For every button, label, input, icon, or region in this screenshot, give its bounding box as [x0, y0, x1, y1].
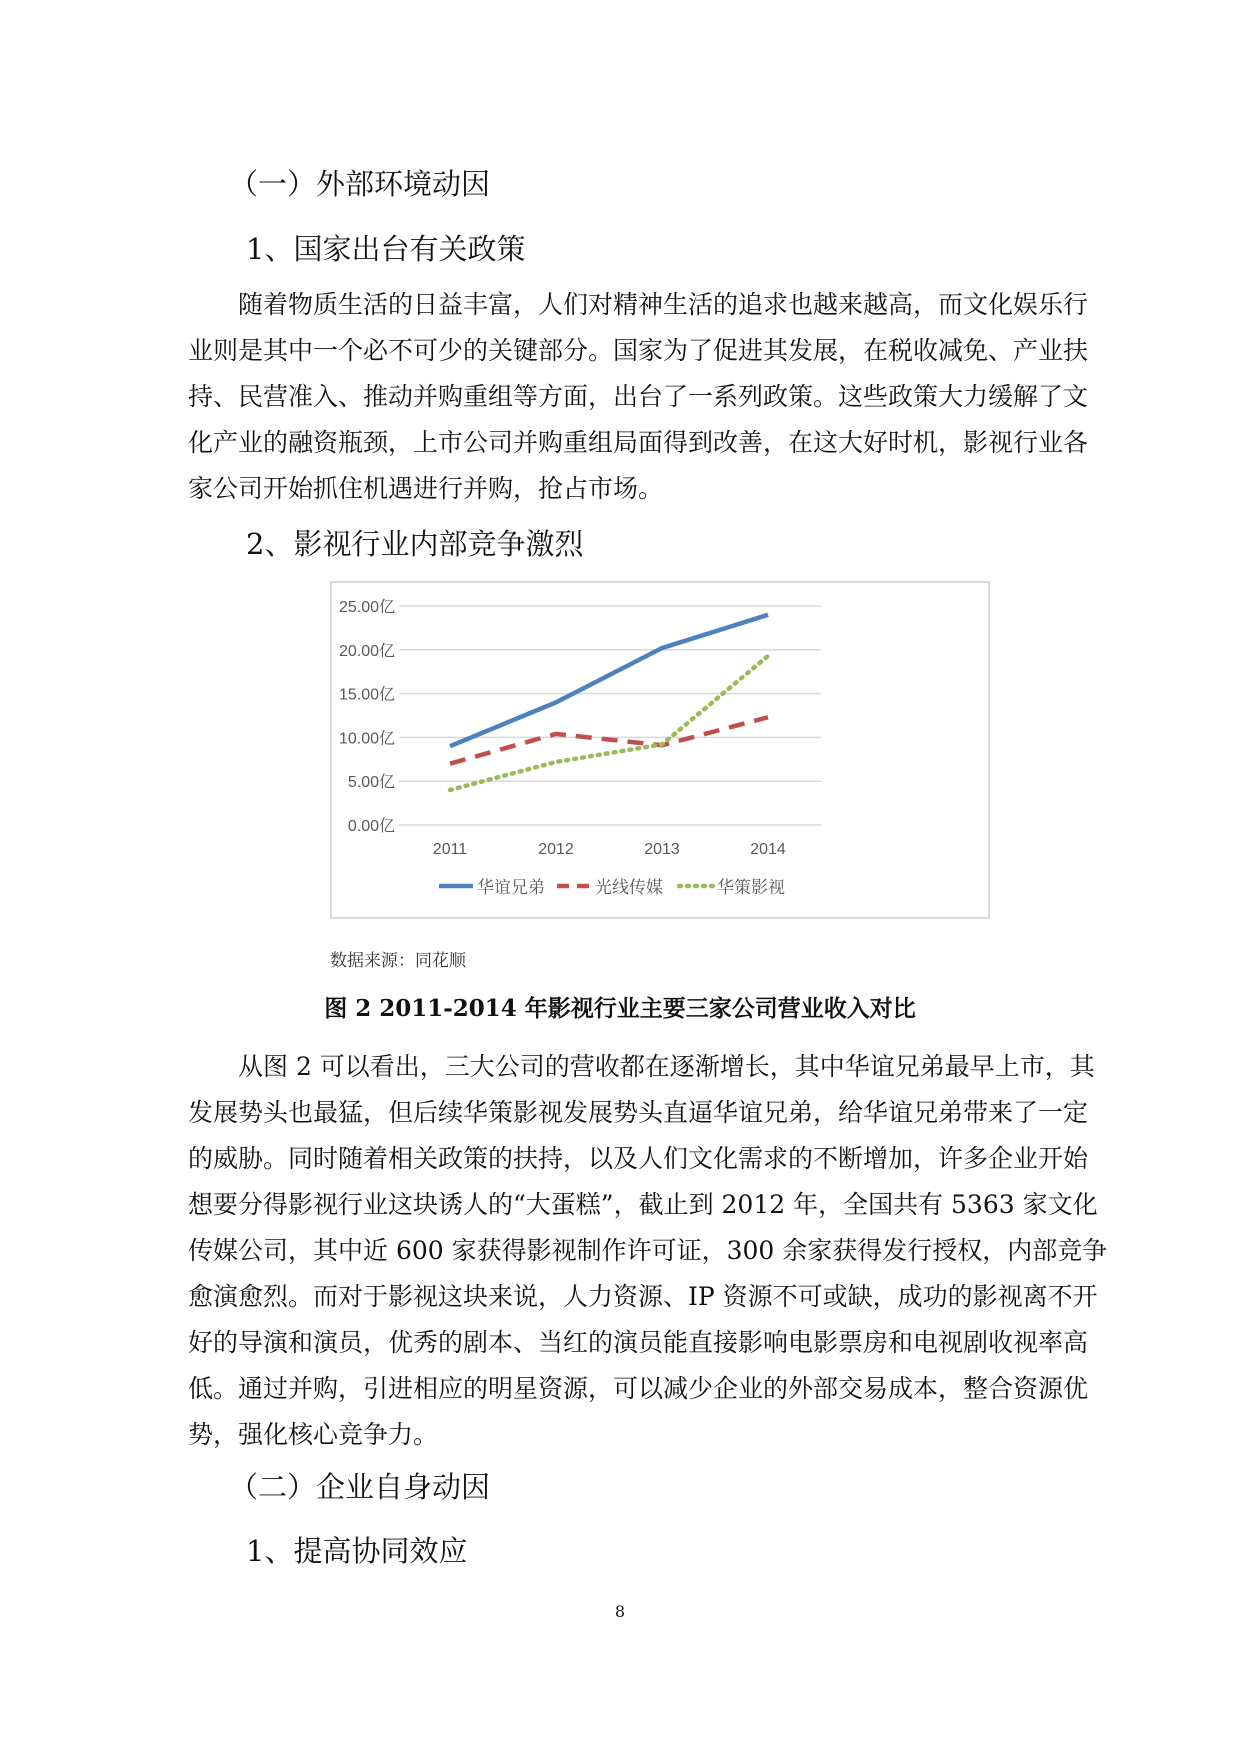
paragraph-line: 愈演愈烈。而对于影视这块来说，人力资源、IP 资源不可或缺，成功的影视离不开: [188, 1282, 1098, 1311]
y-tick-label: 20.00亿: [338, 642, 395, 660]
y-tick-label: 0.00亿: [347, 818, 395, 835]
data-source-note: 数据来源：同花顺: [330, 951, 466, 971]
paragraph-line: 家公司开始抓住机遇进行并购，抢占市场。: [188, 474, 664, 503]
paragraph-analysis: [188, 1044, 1108, 1458]
paragraph-line: 发展势头也最猛，但后续华策影视发展势头直逼华谊兄弟，给华谊兄弟带来了一定: [188, 1098, 1089, 1127]
subheading-competition: 2、影视行业内部竞争激烈: [246, 527, 584, 561]
y-tick-label: 25.00亿: [338, 599, 395, 616]
section-heading-internal: （二）企业自身动因: [229, 1470, 491, 1504]
paragraph-line: 势，强化核心竞争力。: [188, 1420, 439, 1449]
x-tick-label: 2014: [750, 841, 786, 858]
section-heading-external: （一）外部环境动因: [229, 167, 491, 201]
y-tick-label: 5.00亿: [347, 774, 395, 792]
figure-caption: 图 2 2011-2014 年影视行业主要三家公司营业收入对比: [324, 995, 916, 1022]
legend-label: 华策影视: [717, 878, 785, 898]
paragraph-line: 想要分得影视行业这块诱人的“大蛋糕”，截止到 2012 年，全国共有 5363 家文化: [188, 1190, 1098, 1219]
paragraph-line: 从图 2 可以看出，三大公司的营收都在逐渐增长，其中华谊兄弟最早上市，其: [238, 1052, 1095, 1081]
x-tick-label: 2011: [432, 841, 468, 858]
subheading-synergy: 1、提高协同效应: [246, 1534, 468, 1568]
legend-label: 光线传媒: [595, 878, 663, 898]
revenue-line-chart: [330, 581, 990, 919]
paragraph-line: 低。通过并购，引进相应的明星资源，可以减少企业的外部交易成本，整合资源优: [188, 1374, 1089, 1403]
chart-canvas: [332, 583, 992, 921]
page-number: 8: [614, 1602, 626, 1621]
paragraph-line: 持、民营准入、推动并购重组等方面，出台了一系列政策。这些政策大力缓解了文: [188, 382, 1089, 411]
x-tick-label: 2013: [644, 841, 680, 858]
subheading-policy: 1、国家出台有关政策: [246, 232, 526, 266]
x-tick-label: 2012: [538, 841, 574, 858]
paragraph-line: 好的导演和演员，优秀的剧本、当红的演员能直接影响电影票房和电视剧收视率高: [188, 1328, 1089, 1357]
series-line-0: [450, 615, 768, 746]
y-tick-label: 15.00亿: [338, 686, 395, 704]
paragraph-line: 的威胁。同时随着相关政策的扶持，以及人们文化需求的不断增加，许多企业开始: [188, 1144, 1089, 1173]
paragraph-line: 化产业的融资瓶颈，上市公司并购重组局面得到改善，在这大好时机，影视行业各: [188, 428, 1089, 457]
paragraph-policy: [188, 282, 1089, 512]
legend-label: 华谊兄弟: [477, 878, 545, 898]
y-tick-label: 10.00亿: [338, 730, 395, 748]
paragraph-line: 业则是其中一个必不可少的关键部分。国家为了促进其发展，在税收减免、产业扶: [188, 336, 1089, 365]
paragraph-line: 传媒公司，其中近 600 家获得影视制作许可证，300 余家获得发行授权，内部竞争: [188, 1236, 1108, 1265]
paragraph-line: 随着物质生活的日益丰富，人们对精神生活的追求也越来越高，而文化娱乐行: [238, 290, 1089, 319]
